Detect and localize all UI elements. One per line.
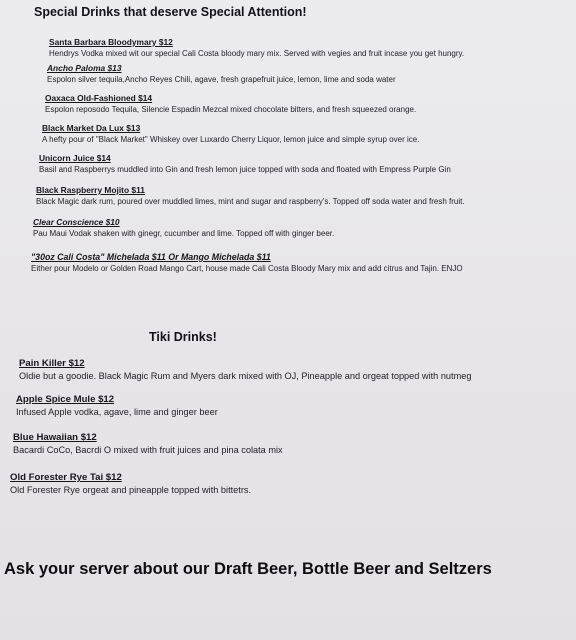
item-description: Pau Maui Vodak shaken with ginegr, cucumber and lime. Topped off with ginger beer. bbox=[33, 229, 335, 238]
menu-item bbox=[45, 93, 416, 115]
item-name: Unicorn Juice $14 bbox=[39, 153, 111, 163]
item-description: Old Forester Rye orgeat and pineapple topped with bittetrs. bbox=[10, 485, 252, 495]
menu-item bbox=[39, 153, 451, 175]
item-name: Oaxaca Old-Fashioned $14 bbox=[45, 93, 153, 103]
menu-item bbox=[47, 63, 396, 85]
item-name: Old Forester Rye Tai $12 bbox=[10, 472, 122, 483]
item-description: Basil and Raspberrys muddled into Gin and fresh lemon juice topped with soda and floated with Empress Purple Gin bbox=[39, 165, 451, 174]
menu-item bbox=[13, 431, 283, 457]
item-name: Clear Conscience $10 bbox=[33, 217, 120, 227]
item-name: Santa Barbara Bloodymary $12 bbox=[49, 37, 173, 47]
item-description: A hefty pour of "Black Market" Whiskey over Luxardo Cherry Liquor, lemon juice and simple syrup over ice. bbox=[42, 135, 420, 144]
footer-note: Ask your server about our Draft Beer, Bottle Beer and Seltzers bbox=[4, 560, 492, 578]
menu-item bbox=[31, 252, 463, 274]
menu-item bbox=[10, 471, 251, 497]
item-name: Black Market Da Lux $13 bbox=[42, 123, 141, 133]
menu-item bbox=[19, 357, 471, 383]
item-name: "30oz Cali Costa" Michelada $11 Or Mango Michelada $11 bbox=[31, 252, 271, 262]
item-description: Espolon silver tequila,Ancho Reyes Chili, agave, fresh grapefruit juice, lemon, lime and soda water bbox=[47, 75, 396, 84]
item-name: Black Raspberry Mojito $11 bbox=[36, 185, 145, 195]
item-description: Espolon reposodo Tequila, Silencie Espadin Mezcal mixed chocolate bitters, and fresh squeezed orange. bbox=[45, 105, 417, 114]
special-drinks-heading: Special Drinks that deserve Special Attention! bbox=[34, 5, 307, 19]
menu-item bbox=[42, 123, 419, 145]
item-description: Black Magic dark rum, poured over muddled limes, mint and sugar and raspberry's. Topped off soda water and fresh fruit. bbox=[36, 197, 465, 206]
item-description: Either pour Modelo or Golden Road Mango Cart, house made Cali Costa Bloody Mary mix and add citrus and Tajin. ENJO bbox=[31, 264, 463, 273]
menu-item bbox=[49, 37, 464, 59]
item-name: Blue Hawaiian $12 bbox=[13, 432, 97, 443]
item-description: Oldie but a goodie. Black Magic Rum and Myers dark mixed with OJ, Pineapple and orgeat topped with nutmeg bbox=[19, 371, 472, 381]
item-name: Pain Killer $12 bbox=[19, 358, 85, 369]
item-name: Apple Spice Mule $12 bbox=[16, 394, 115, 405]
item-description: Bacardi CoCo, Bacrdi O mixed with fruit juices and pina colata mix bbox=[13, 445, 283, 455]
item-description: Hendrys Vodka mixed wit our special Cali Costa bloody mary mix. Served with vegies and fruit incase you get hungry. bbox=[49, 49, 465, 58]
tiki-drinks-heading: Tiki Drinks! bbox=[149, 330, 217, 344]
menu-item bbox=[16, 393, 218, 419]
menu-item bbox=[33, 217, 334, 239]
item-name: Ancho Paloma $13 bbox=[47, 63, 122, 73]
item-description: Infused Apple vodka, agave, lime and ginger beer bbox=[16, 407, 218, 417]
menu-item bbox=[36, 185, 465, 207]
